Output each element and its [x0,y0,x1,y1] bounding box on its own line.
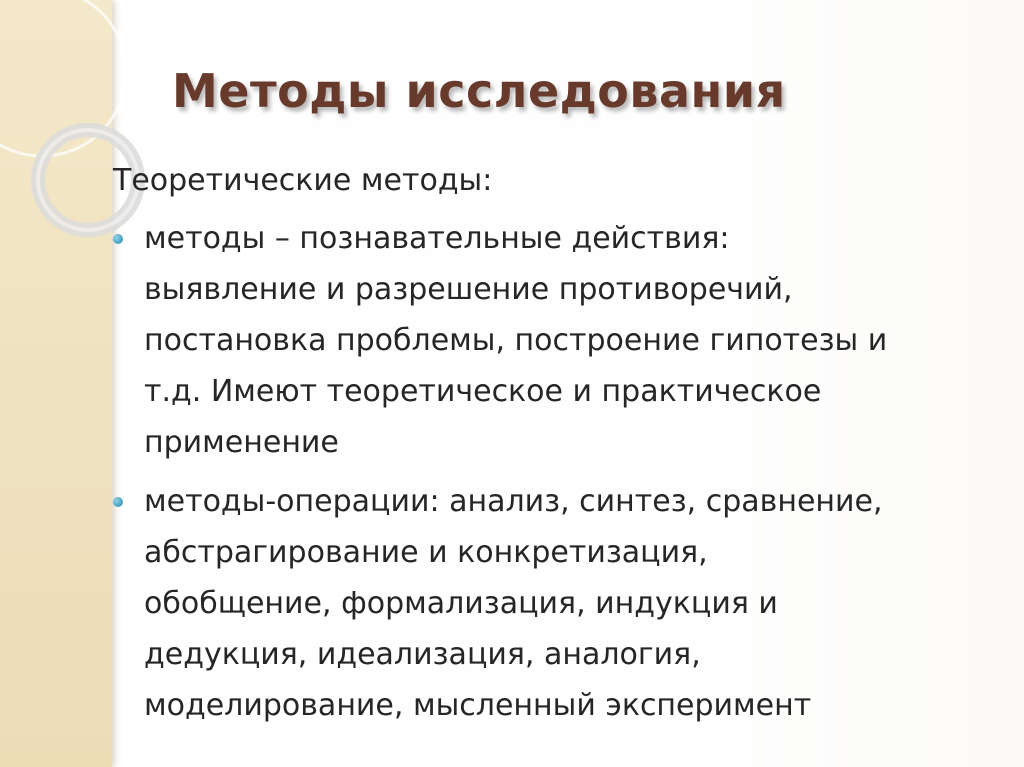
subheading: Теоретические методы: [113,163,493,198]
slide-content [113,155,1013,739]
bullet-item [113,213,1013,468]
bullet-dot-icon [113,234,123,244]
bullet-text: методы-операции: анализ, синтез, сравнение, абстрагирование и конкретизация, обобщение, формализация, индукция и дедукция, идеализация, аналогия, моделирование, мысленный эксперимент [144,484,883,723]
bullet-text: методы – познавательные действия: выявление и разрешение противоречий, постановка проблемы, построение гипотезы и т.д. Имеют теоретическое и практическое применение [144,221,888,460]
bullet-list [113,213,1013,731]
slide-title: Методы исследования [172,64,786,118]
bullet-item [113,476,1013,731]
bullet-dot-icon [113,497,123,507]
side-band [0,0,112,767]
